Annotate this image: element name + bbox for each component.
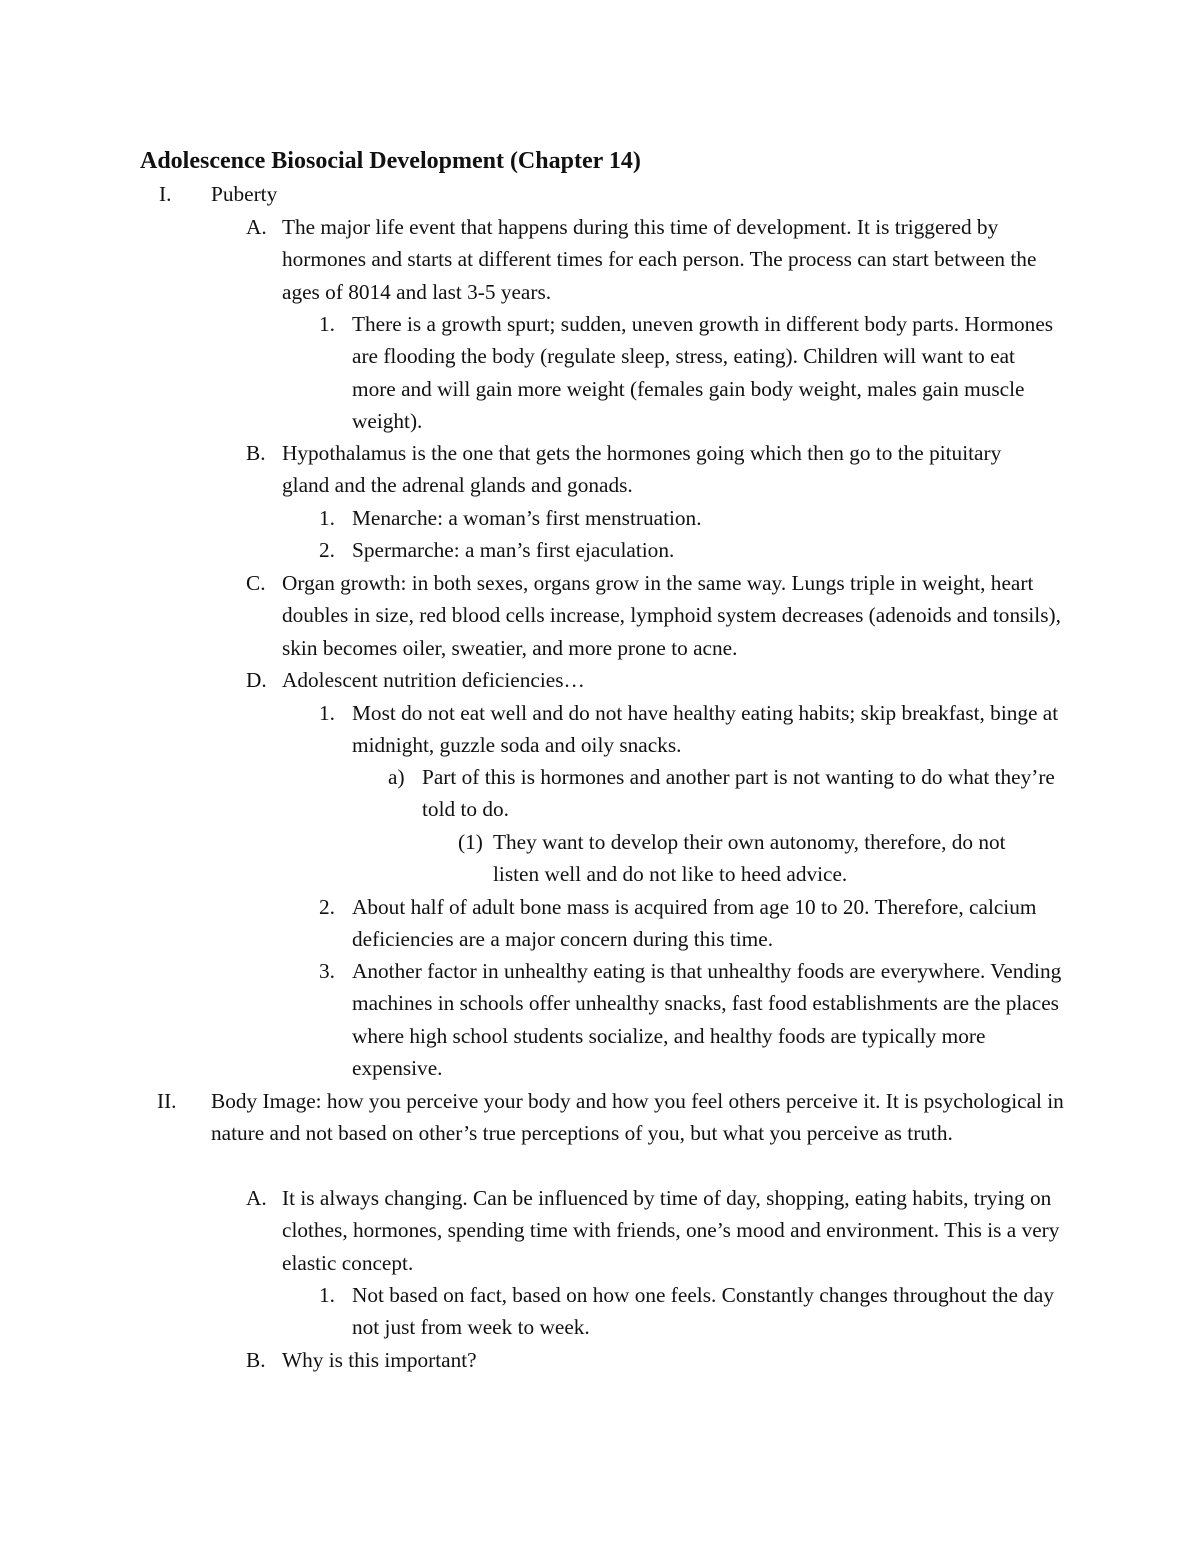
outline-text: The major life event that happens during this time of development. It is triggered by hormones and starts at different times for each person. The process can start between the ages of 8014 and last 3-5 years. [282, 215, 1037, 304]
outline-marker: C. [246, 571, 266, 595]
outline-item-i-b [246, 437, 1042, 502]
outline-item-i [159, 178, 1071, 210]
outline-item-i-b-1 [319, 502, 1064, 534]
outline-text: Hypothalamus is the one that gets the hormones going which then go to the pituitary gland and the adrenal glands and gonads. [282, 441, 1002, 498]
outline-text: Not based on fact, based on how one feels. Constantly changes throughout the day not just from week to week. [352, 1283, 1055, 1340]
outline-text: Organ growth: in both sexes, organs grow in the same way. Lungs triple in weight, heart doubles in size, red blood cells increase, lymphoid system decreases (adenoids and tonsils), skin becomes oiler, sweatier, and more prone to acne. [282, 571, 1061, 660]
outline-marker: 2. [319, 895, 335, 919]
outline-text: Body Image: how you perceive your body and how you feel others perceive it. It is psychological in nature and not based on other’s true perceptions of you, but what you perceive as truth. [211, 1089, 1064, 1146]
outline-text: Spermarche: a man’s first ejaculation. [352, 538, 675, 562]
outline-text: Adolescent nutrition deficiencies… [282, 668, 585, 692]
outline-marker: I. [159, 182, 172, 206]
outline-item-i-a-1 [319, 308, 1064, 437]
outline-item-ii-a-1 [319, 1279, 1064, 1344]
outline-text: Puberty [211, 182, 278, 206]
outline-item-i-d-2 [319, 891, 1064, 956]
outline-marker: a) [388, 765, 405, 789]
outline-marker: 3. [319, 959, 335, 983]
outline-marker: D. [246, 668, 267, 692]
outline-marker: 1. [319, 1283, 335, 1307]
outline-item-ii-b [246, 1344, 1074, 1376]
outline-item-ii-a [246, 1182, 1074, 1279]
outline-item-i-d-1-a-1 [458, 826, 1053, 891]
outline-marker: (1) [458, 830, 483, 854]
outline-item-i-c [246, 567, 1074, 664]
outline-text: Most do not eat well and do not have healthy eating habits; skip breakfast, binge at midnight, guzzle soda and oily snacks. [352, 701, 1059, 758]
document-title: Adolescence Biosocial Development (Chapter 14) [140, 148, 641, 174]
outline-marker: 2. [319, 538, 335, 562]
outline-text: About half of adult bone mass is acquired from age 10 to 20. Therefore, calcium deficiencies are a major concern during this time. [352, 895, 1037, 952]
outline-text: Menarche: a woman’s first menstruation. [352, 506, 702, 530]
outline-item-i-d-1 [319, 697, 1064, 762]
outline-marker: A. [246, 1186, 267, 1210]
outline-marker: II. [157, 1089, 177, 1113]
outline-marker: 1. [319, 701, 335, 725]
outline-marker: B. [246, 1348, 266, 1372]
outline-marker: 1. [319, 312, 335, 336]
outline-text: Why is this important? [282, 1348, 477, 1372]
outline-text: Part of this is hormones and another part is not wanting to do what they’re told to do. [422, 765, 1055, 822]
outline-item-i-d [246, 664, 1074, 696]
outline-marker: 1. [319, 506, 335, 530]
outline-item-i-a [246, 211, 1074, 308]
outline-item-i-b-2 [319, 534, 1064, 566]
outline-item-ii [157, 1085, 1071, 1150]
outline-text: There is a growth spurt; sudden, uneven growth in different body parts. Hormones are flooding the body (regulate sleep, stress, eating). Children will want to eat more and will gain more weight (females gain body weight, males gain muscle weight). [352, 312, 1054, 433]
outline-text: It is always changing. Can be influenced by time of day, shopping, eating habits, trying on clothes, hormones, spending time with friends, one’s mood and environment. This is a very elastic concept. [282, 1186, 1060, 1275]
outline-item-i-d-3 [319, 955, 1064, 1084]
outline-text: They want to develop their own autonomy, therefore, do not listen well and do not like to heed advice. [493, 830, 1006, 887]
outline-text: Another factor in unhealthy eating is that unhealthy foods are everywhere. Vending machines in schools offer unhealthy snacks, fast food establishments are the places where high school students socialize, and healthy foods are typically more expensive. [352, 959, 1062, 1080]
outline-item-i-d-1-a [388, 761, 1064, 826]
outline-marker: A. [246, 215, 267, 239]
outline-marker: B. [246, 441, 266, 465]
